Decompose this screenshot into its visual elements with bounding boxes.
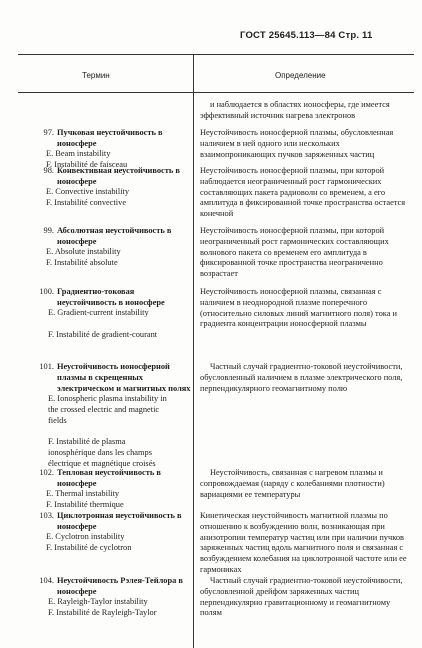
term-en-98: E. Convective instability bbox=[46, 187, 130, 196]
term-number-97: 97. bbox=[43, 128, 54, 137]
term-en-103: E. Cyclotron instability bbox=[46, 532, 125, 541]
table-top-rule bbox=[18, 54, 414, 55]
term-name-99: Абсолютная неустойчивость в ионосфере bbox=[57, 226, 172, 246]
term-fr-103: F. Instabilité de cyclotron bbox=[46, 543, 132, 552]
term-en-99: E. Absolute instability bbox=[46, 247, 121, 256]
definition-97: Неустойчивость ионосферной плазмы, обусловленная наличием в ней одного или нескольких взаимопроникающих пучков заряженных частиц bbox=[200, 128, 394, 159]
column-heading-definitions: Определение bbox=[275, 71, 326, 80]
term-fr-100: F. Instabilité de gradient-courant bbox=[48, 330, 158, 339]
definition-99: Неустойчивость ионосферной плазмы, при которой неограниченный рост гармонических составляющих волнового пакета со временем его амплитуда в фиксированной точке пространства неограниченно возрастает bbox=[200, 226, 389, 279]
term-name-102: Тепловая неустойчивость в ионосфере bbox=[57, 468, 161, 488]
term-en-104: E. Rayleigh-Taylor instability bbox=[48, 597, 148, 606]
term-fr-101: F. Instabilité de plasma ionosphérique dans les champs électrique et magnétique croisés bbox=[48, 437, 156, 468]
term-name-100: Градиентно-токовая неустойчивость в ионосфере bbox=[57, 287, 165, 307]
term-en-101: E. Ionospheric plasma instability in the crossed electric and magnetic fields bbox=[48, 394, 167, 425]
definition-100: Неустойчивость ионосферной плазмы, связанная с наличием в неоднородной плазме поперечного (относительно силовых линий магнитного поля) тока и градиента концентрации ионосферной плазмы bbox=[200, 287, 398, 329]
term-number-104: 104. bbox=[39, 576, 54, 585]
definition-continuation: и наблюдается в областях ионосферы, где имеется эффективный источник нагрева электронов bbox=[200, 100, 390, 120]
table-header-rule bbox=[18, 92, 414, 93]
definition-103: Кинетическая неустойчивость магнитной плазмы по отношению к возбуждению волн, возникающая при анизотропии температур частиц или при наличии пучков заряженных частиц вдоль магнитного поля и связанная с возбуждением колебания на циклотронной частоте или ее гармониках bbox=[200, 511, 407, 574]
column-heading-terms: Термин bbox=[82, 71, 110, 80]
term-name-104: Неустойчивость Рэлея-Тейлора в ионосфере bbox=[57, 576, 183, 596]
term-name-101: Неустойчивость ионосферной плазмы в скрещенных электрическом и магнитных полях bbox=[57, 362, 191, 393]
term-number-101: 101. bbox=[39, 362, 54, 371]
term-fr-99: F. Instabilité absolute bbox=[46, 258, 118, 267]
term-name-97: Пучковая неустойчивость в ионосфере bbox=[57, 128, 163, 148]
term-name-103: Циклотронная неустойчивость в ионосфере bbox=[57, 511, 182, 531]
term-number-99: 99. bbox=[43, 226, 54, 235]
definition-104: Частный случай градиентно-токовой неустойчивости, обусловленной дрейфом заряженных частиц перпендикулярно гравитационному и геомагнитному полям bbox=[200, 576, 403, 618]
definition-101: Частный случай градиентно-токовой неустойчивости, обусловленный наличием в плазме электрического поля, перпендикулярного геомагнитному полю bbox=[200, 362, 403, 393]
term-en-97: E. Beam instability bbox=[46, 149, 111, 158]
page-header: ГОСТ 25645.113—84 Стр. 11 bbox=[240, 30, 373, 41]
definition-102: Неустойчивость, связанная с нагревом плазмы и сопровождаемая (наряду с колебаниями плотности) вариациями ее температуры bbox=[200, 468, 385, 499]
term-number-102: 102. bbox=[39, 468, 54, 477]
definition-98: Неустойчивость ионосферной плазмы, при которой наблюдается неограниченный рост гармонических составляющих пакета радиоволн со временем, а его амплитуда в фиксированной точке пространства остается конечной bbox=[200, 166, 406, 219]
term-name-98: Конвективная неустойчивость в ионосфере bbox=[57, 166, 180, 186]
term-en-100: E. Gradient-current instability bbox=[48, 308, 149, 317]
term-number-103: 103. bbox=[39, 511, 54, 520]
term-en-102: E. Thermal instability bbox=[46, 489, 120, 498]
term-fr-97: F. Instabilité de faisceau bbox=[46, 160, 128, 169]
column-divider bbox=[193, 54, 194, 648]
term-fr-104: F. Instabilité de Rayleigh-Taylor bbox=[48, 608, 157, 617]
term-number-98: 98. bbox=[43, 166, 54, 175]
term-fr-98: F. Instabilité convective bbox=[46, 198, 127, 207]
term-number-100: 100. bbox=[39, 287, 54, 296]
term-fr-102: F. Instabilité thermique bbox=[46, 500, 124, 509]
